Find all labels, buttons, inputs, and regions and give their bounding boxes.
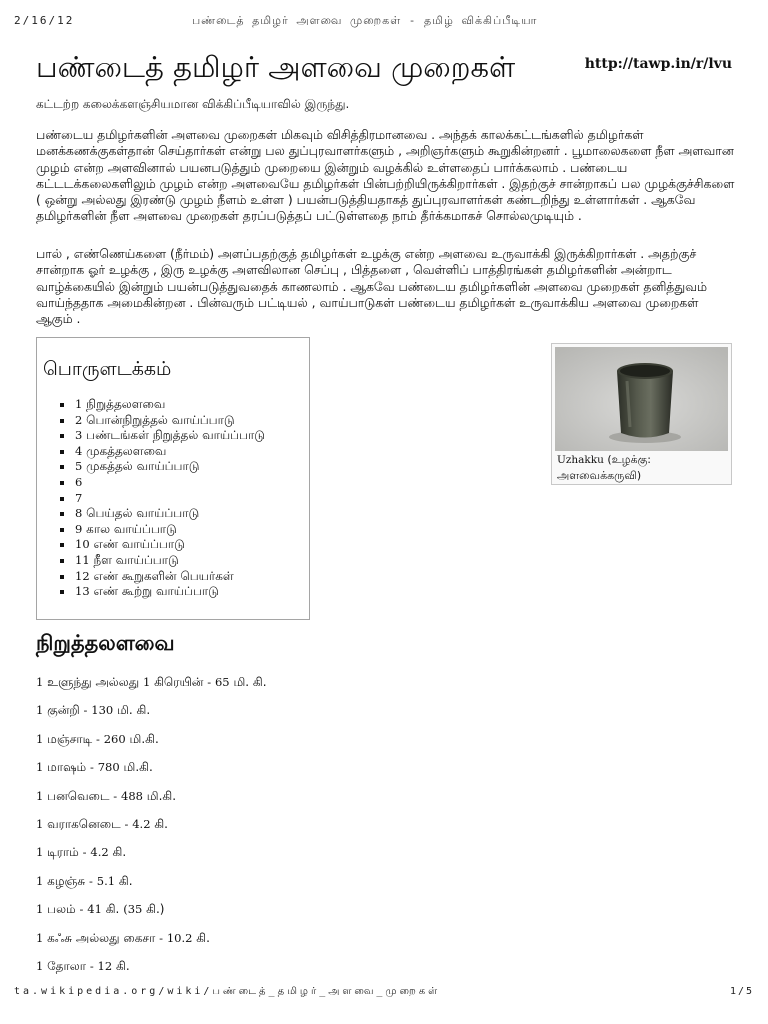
print-header — [14, 14, 754, 30]
bullet-icon — [60, 434, 64, 438]
bullet-icon — [60, 497, 64, 501]
bullet-icon — [60, 590, 64, 594]
short-url-link[interactable]: http://tawp.in/r/lvu — [584, 56, 732, 72]
bullet-icon — [60, 512, 64, 516]
bullet-icon — [60, 465, 64, 469]
bullet-icon — [60, 575, 64, 579]
toc-item[interactable]: 12 எண் கூறுகளின் பெயர்கள் — [37, 569, 309, 585]
toc-item-label: நிறுத்தலளவை — [86, 397, 166, 411]
toc-item[interactable]: 6 — [37, 475, 309, 491]
page-number: 1/5 — [729, 986, 754, 997]
caption-latin: Uzhakku — [557, 454, 604, 466]
list-item: 1 பலம் - 41 கி. (35 கி.) — [36, 902, 165, 917]
toc-item[interactable]: 8 பெய்தல் வாய்ப்பாடு — [37, 506, 309, 522]
bullet-icon — [60, 419, 64, 423]
toc-item[interactable]: 4 முகத்தலளவை — [37, 444, 309, 460]
second-paragraph: பால் , எண்ணெய்களை (நீர்மம்) அளப்பதற்குத் தமிழர்கள் உழக்கு என்ற அளவை உருவாக்கி இருக்கிறார்கள் . அதற்குச் சான்றாக ஓர் உழக்கு , இரு உழக்கு அளவிலான செப்பு , பித்தளை , வெள்ளிப் பாத்திரங்கள் தமிழர்களின் அன்றாட வாழ்க்கையில் இன்றும் பயன்படுத்துவதைக் காணலாம் . ஆகவே பண்டைய தமிழர்களின் அளவை முறைகள் தனித்துவம் வாய்ந்ததாக அமைகின்றன . பின்வரும் பட்டியல் , வாய்பாடுகள் பண்டைய தமிழர்கள் உருவாக்கிய அளவை முறைகள் ஆகும் . — [36, 246, 707, 327]
bullet-icon — [60, 481, 64, 485]
toc-item-label: முகத்தல் வாய்ப்பாடு — [86, 459, 200, 474]
list-item: 1 பனவெடை - 488 மி.கி. — [36, 788, 177, 803]
bullet-icon — [60, 543, 64, 547]
toc-item[interactable]: 3 பண்டங்கள் நிறுத்தல் வாய்ப்பாடு — [37, 428, 309, 444]
toc-item[interactable]: 5 முகத்தல் வாய்ப்பாடு — [37, 459, 309, 475]
bullet-icon — [60, 559, 64, 563]
toc-item[interactable]: 7 — [37, 491, 309, 507]
toc-title: பொருளடக்கம் — [43, 358, 172, 380]
uzhakku-photo — [555, 347, 728, 451]
caption-tamil: (உழக்கு: அளவைக்கருவி) — [557, 453, 651, 482]
list-item: 1 உளுந்து அல்லது 1 கிரெயின் - 65 மி. கி. — [36, 675, 267, 689]
section-heading: நிறுத்தலளவை — [36, 631, 175, 655]
toc-item[interactable]: 2 பொன்நிறுத்தல் வாய்ப்பாடு — [37, 413, 309, 429]
toc-item-label: பெய்தல் வாய்ப்பாடு — [86, 506, 200, 521]
bullet-icon — [60, 403, 64, 407]
toc-item-label: பொன்நிறுத்தல் வாய்ப்பாடு — [86, 412, 235, 427]
toc-item-label: பண்டங்கள் நிறுத்தல் வாய்ப்பாடு — [86, 428, 265, 443]
intro-paragraph: பண்டைய தமிழர்களின் அளவை முறைகள் மிகவும் விசித்திரமானவை . அந்தக் காலக்கட்டங்களில் தமிழர்கள் மனக்கணக்குகள்தான் செய்தார்கள் என்று பல துப்புரவாளர்களும் , அறிஞர்களும் கூறுகின்றனர் . பூமாலைகளை நீள அளவான முழம் என்ற அளவினால் பயனபடுத்தும் முறையை இன்றும் வழக்கில் உள்ளதைப் பார்க்கலாம் . பண்டைய கட்டடக்கலைகளிலும் முழம் என்ற அளவையே தமிழர்கள் பின்பற்றியிருக்கிறார்கள் . இதற்குச் சான்றாகப் பல முழக்குச்சிகளை ( ஒன்று அல்லது இரண்டு முழம் நீளம் உள்ள ) பயன்படுத்தியதாகத் துப்புரவாளர்கள் கண்டறிந்து உள்ளார்கள் . ஆகவே தமிழர்களின் நீள அளவை முறைகள் தரப்படுத்தப் பட்டுள்ளதை நாம் தீர்க்கமாகச் சொல்லமுடியும் . — [36, 127, 735, 224]
site-tagline: கட்டற்ற கலைக்களஞ்சியமான விக்கிப்பீடியாவில் இருந்து. — [36, 97, 350, 111]
toc-item[interactable]: 13 எண் கூற்று வாய்ப்பாடு — [37, 584, 309, 600]
bullet-icon — [60, 450, 64, 454]
list-item: 1 மஞ்சாடி - 260 மி.கி. — [36, 731, 159, 746]
list-item: 1 தோலா - 12 கி. — [36, 958, 130, 973]
title-row — [36, 50, 732, 94]
list-item: 1 மாஷம் - 780 மி.கி. — [36, 760, 153, 775]
toc-item-label: எண் கூற்று வாய்ப்பாடு — [93, 584, 219, 599]
figure-caption — [557, 452, 727, 483]
toc-item[interactable]: 1 நிறுத்தலளவை — [37, 397, 309, 413]
list-item: 1 குன்றி - 130 மி. கி. — [36, 703, 151, 718]
toc-item-label: எண் வாய்ப்பாடு — [93, 537, 185, 552]
toc-list — [37, 397, 309, 600]
list-item: 1 வராகனெடை - 4.2 கி. — [36, 816, 168, 831]
toc-item-label: முகத்தலளவை — [86, 443, 167, 458]
bullet-icon — [60, 528, 64, 532]
print-page-title: பண்டைத் தமிழர் அளவை முறைகள் - தமிழ் விக்கிப்பீடியா — [192, 14, 538, 27]
print-footer — [14, 986, 754, 1000]
toc-item-label: கால வாய்ப்பாடு — [86, 521, 177, 536]
page-title: பண்டைத் தமிழர் அளவை முறைகள் — [36, 50, 516, 84]
measures-list — [36, 674, 536, 986]
figure-thumbnail — [551, 343, 732, 485]
footer-url: ta.wikipedia.org/wiki/பண்டைத்_தமிழர்_அளவை_முறைகள் — [14, 986, 441, 997]
list-item: 1 டிராம் - 4.2 கி. — [36, 845, 127, 860]
toc-item[interactable]: 10 எண் வாய்ப்பாடு — [37, 537, 309, 553]
table-of-contents — [36, 337, 310, 620]
toc-item[interactable]: 11 நீள வாய்ப்பாடு — [37, 553, 309, 569]
toc-item-label: நீள வாய்ப்பாடு — [93, 552, 179, 567]
list-item: 1 கழஞ்சு - 5.1 கி. — [36, 873, 133, 888]
print-date: 2/16/12 — [14, 14, 75, 27]
toc-item[interactable]: 9 கால வாய்ப்பாடு — [37, 522, 309, 538]
list-item: 1 கஃசு அல்லது கைசா - 10.2 கி. — [36, 930, 210, 945]
uzhakku-image[interactable] — [555, 347, 728, 451]
toc-item-label: எண் கூறுகளின் பெயர்கள் — [93, 568, 234, 583]
